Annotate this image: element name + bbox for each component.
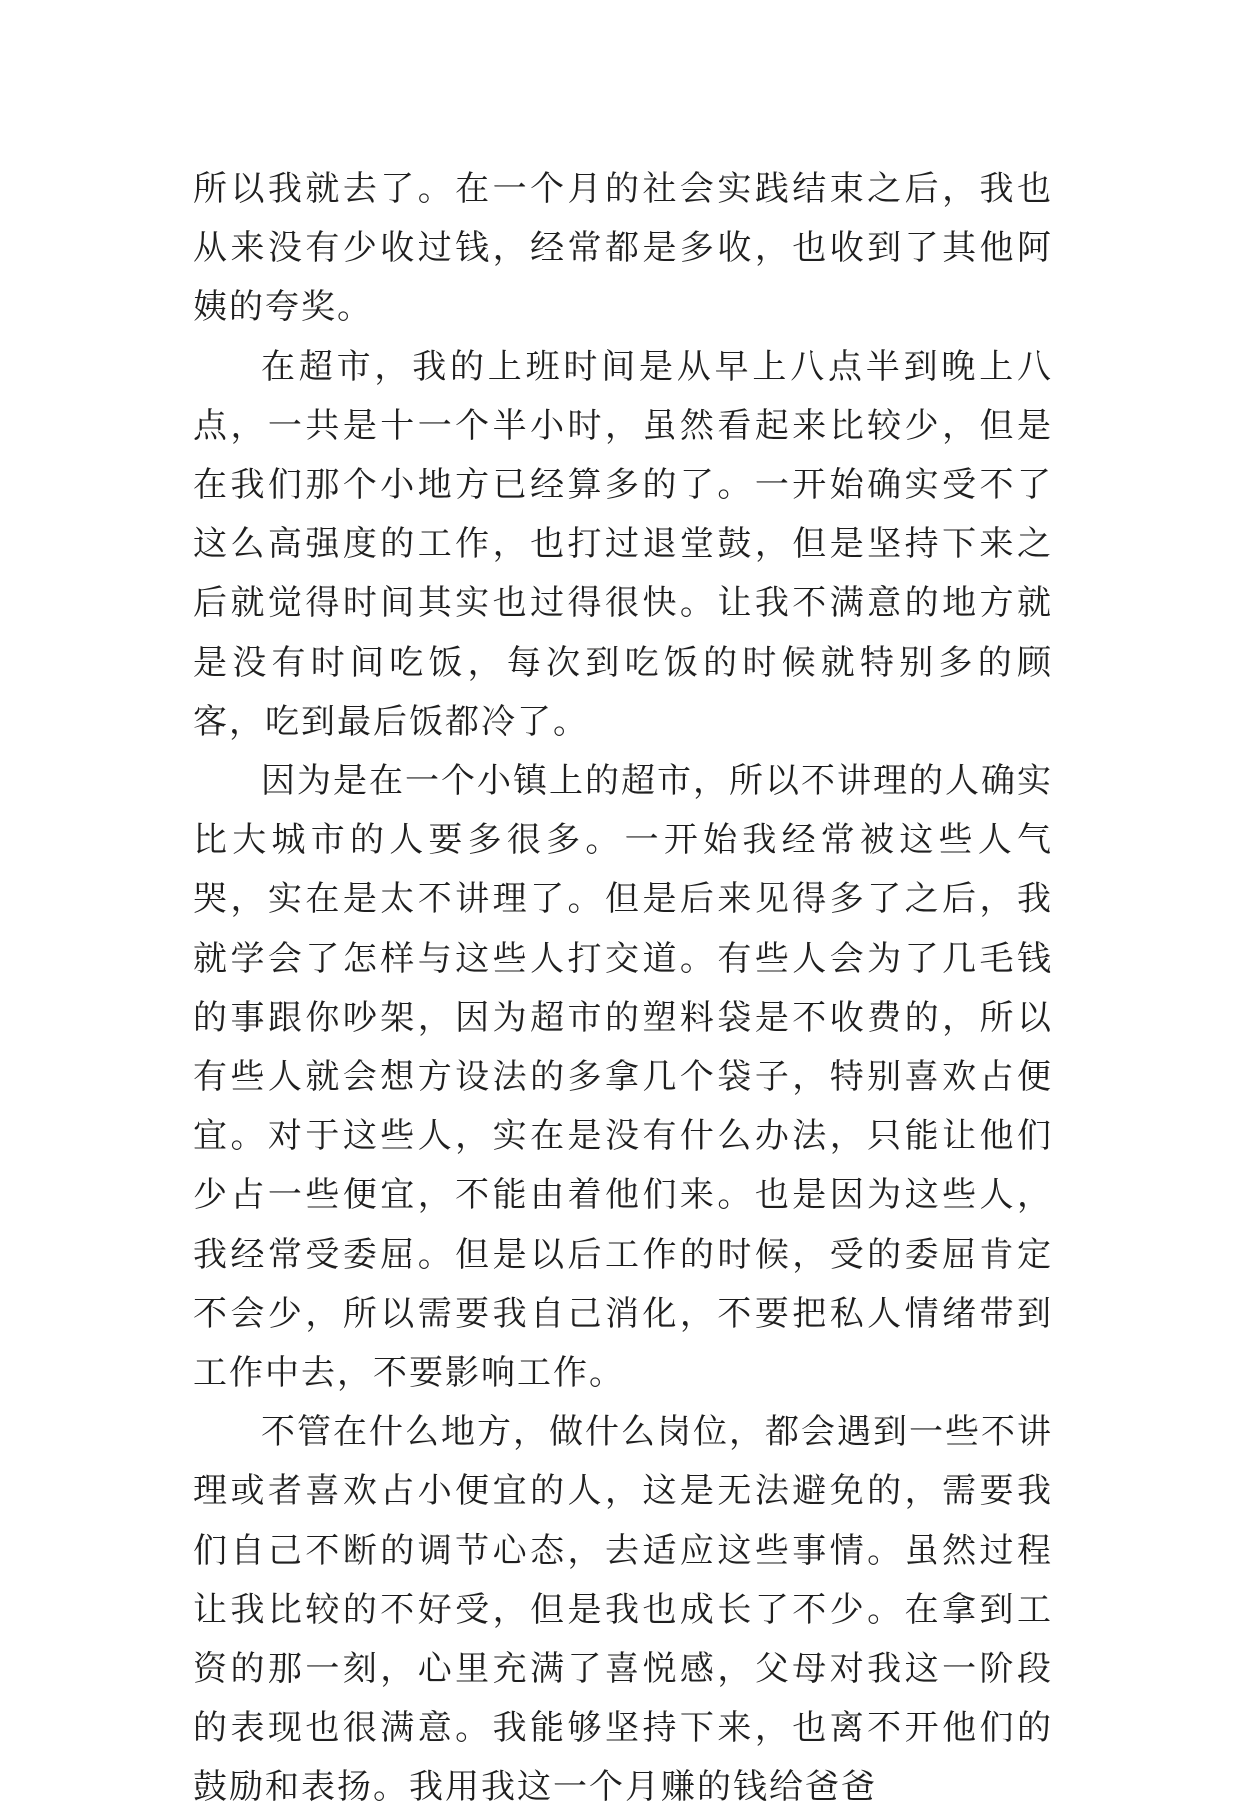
document-body [193,160,1053,1818]
paragraph-2: 在超市，我的上班时间是从早上八点半到晚上八点，一共是十一个半小时，虽然看起来比较少，但是在我们那个小地方已经算多的了。一开始确实受不了这么高强度的工作，也打过退堂鼓，但是坚持下来之后就觉得时间其实也过得很快。让我不满意的地方就是没有时间吃饭，每次到吃饭的时候就特别多的顾客，吃到最后饭都冷了。 [193,346,1053,742]
paragraph-4: 不管在什么地方，做什么岗位，都会遇到一些不讲理或者喜欢占小便宜的人，这是无法避免的，需要我们自己不断的调节心态，去适应这些事情。虽然过程让我比较的不好受，但是我也成长了不少。在拿到工资的那一刻，心里充满了喜悦感，父母对我这一阶段的表现也很满意。我能够坚持下来，也离不开他们的鼓励和表扬。我用我这一个月赚的钱给爸爸 [193,1412,1053,1808]
paragraph-1: 所以我就去了。在一个月的社会实践结束之后，我也从来没有少收过钱，经常都是多收，也收到了其他阿姨的夸奖。 [193,169,1053,328]
paragraph-3: 因为是在一个小镇上的超市，所以不讲理的人确实比大城市的人要多很多。一开始我经常被这些人气哭，实在是太不讲理了。但是后来见得多了之后，我就学会了怎样与这些人打交道。有些人会为了几毛钱的事跟你吵架，因为超市的塑料袋是不收费的，所以有些人就会想方设法的多拿几个袋子，特别喜欢占便宜。对于这些人，实在是没有什么办法，只能让他们少占一些便宜，不能由着他们来。也是因为这些人，我经常受委屈。但是以后工作的时候，受的委屈肯定不会少，所以需要我自己消化，不要把私人情绪带到工作中去，不要影响工作。 [193,761,1053,1394]
